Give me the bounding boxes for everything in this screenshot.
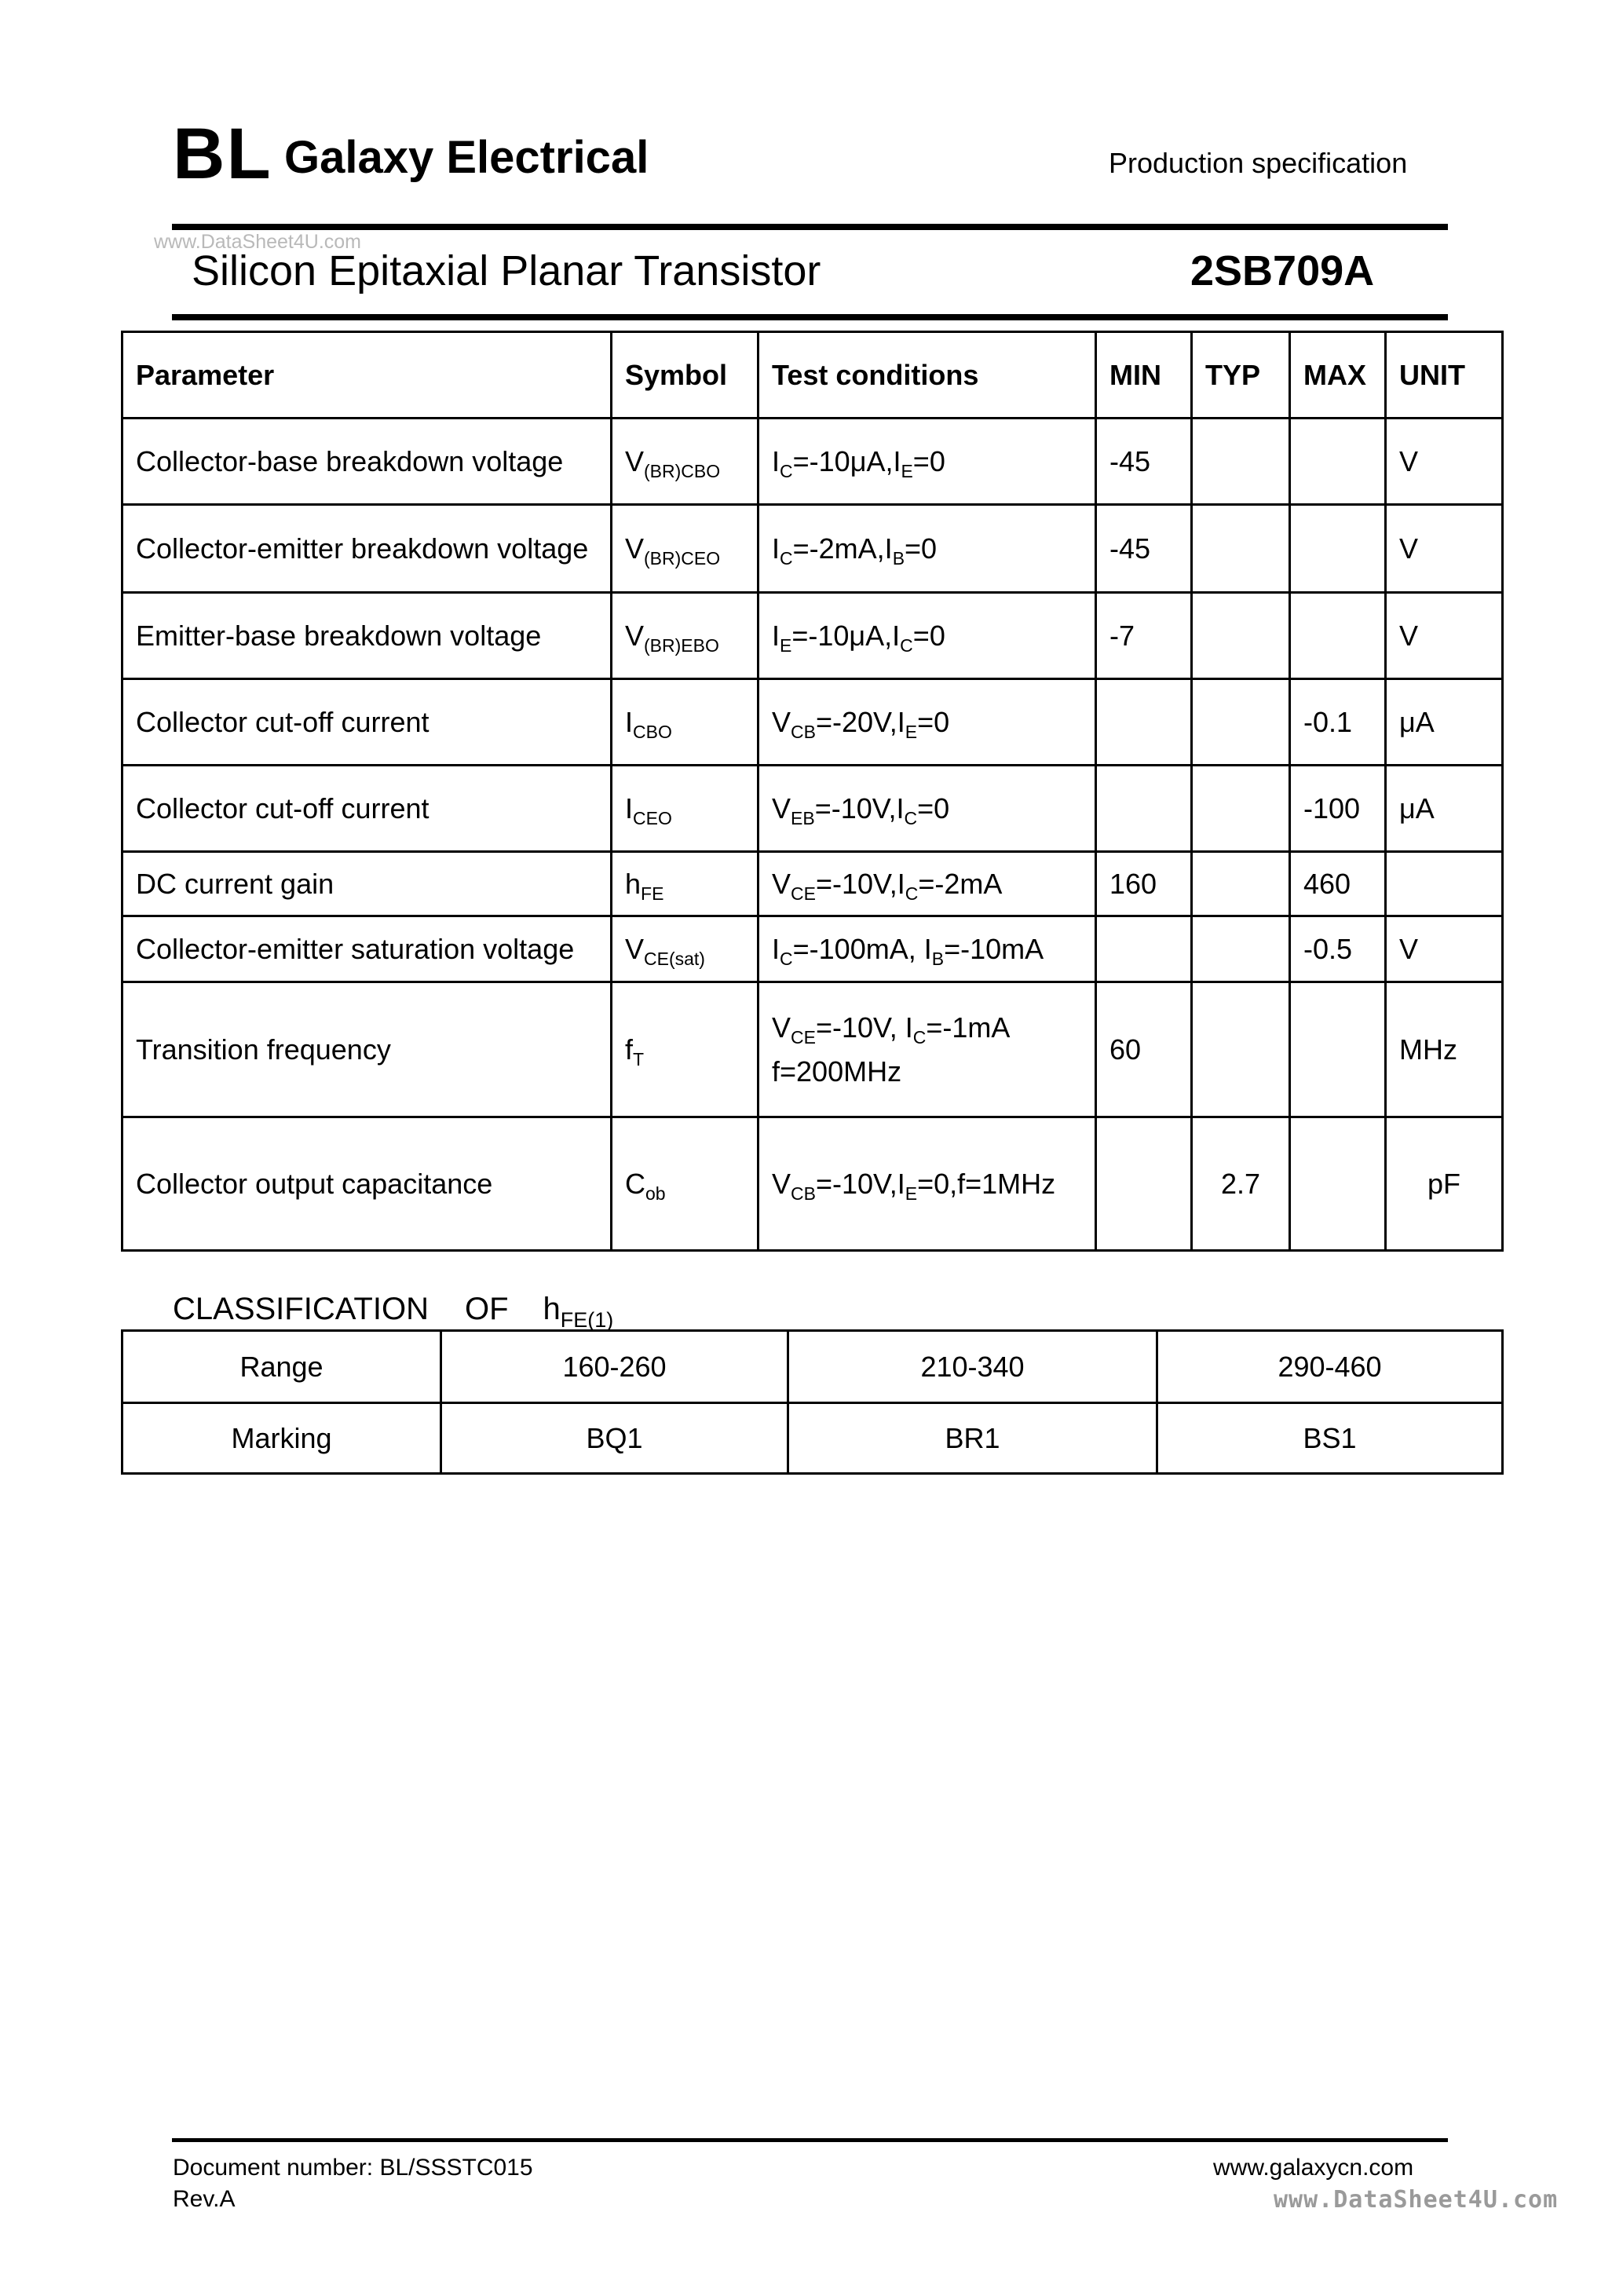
cell-typ: [1192, 916, 1290, 982]
watermark-top: www.DataSheet4U.com: [154, 231, 362, 253]
header-rule-top: [172, 224, 1448, 230]
cell-max: 460: [1290, 852, 1386, 916]
cell-unit: pF: [1386, 1117, 1503, 1251]
page-title: Silicon Epitaxial Planar Transistor: [192, 247, 821, 294]
table-row: [122, 505, 1503, 593]
table-row: [122, 1117, 1503, 1251]
cell-symbol: $V_{(BR)EBO}$: [612, 593, 758, 679]
table-row: [122, 593, 1503, 679]
cell-parameter: Collector-emitter saturation voltage: [122, 916, 612, 982]
cell-conditions: $I_C=-100mA$, $I_B=-10mA$: [758, 916, 1096, 982]
characteristics-table: [121, 331, 1504, 1252]
cell-max: -100: [1290, 766, 1386, 852]
cell-max: [1290, 982, 1386, 1117]
cell-symbol: $f_T$: [612, 982, 758, 1117]
cell-max: [1290, 419, 1386, 505]
cell-min: -7: [1096, 593, 1192, 679]
classification-label: CLASSIFICATION: [173, 1292, 429, 1326]
cell-min: [1096, 916, 1192, 982]
marking-value: BQ1: [441, 1403, 788, 1474]
cell-min: 60: [1096, 982, 1192, 1117]
spec-label: Production specification: [1109, 147, 1408, 179]
cell-typ: [1192, 679, 1290, 766]
cell-unit: V: [1386, 916, 1503, 982]
brand-name: Galaxy Electrical: [284, 132, 649, 183]
cell-typ: [1192, 505, 1290, 593]
marking-label: Marking: [122, 1403, 441, 1474]
cell-symbol: $I_{CBO}$: [612, 679, 758, 766]
range-value: 290-460: [1157, 1331, 1503, 1403]
revision: Rev.A: [173, 2186, 236, 2212]
cell-min: [1096, 1117, 1192, 1251]
table-row: [122, 419, 1503, 505]
cell-conditions: $V_{CB}=-20V,I_E=0$: [758, 679, 1096, 766]
cell-max: [1290, 505, 1386, 593]
header-symbol: Symbol: [612, 332, 758, 419]
cell-min: 160: [1096, 852, 1192, 916]
cell-parameter: Collector-base breakdown voltage: [122, 419, 612, 505]
table-row: [122, 679, 1503, 766]
range-value: 210-340: [788, 1331, 1157, 1403]
table-row: [122, 916, 1503, 982]
cell-unit: [1386, 852, 1503, 916]
cell-unit: MHz: [1386, 982, 1503, 1117]
cell-min: [1096, 766, 1192, 852]
cell-conditions: $I_C=-10\mu A,I_E=0$: [758, 419, 1096, 505]
classification-table: [121, 1329, 1504, 1475]
cell-conditions: $V_{EB}=-10V,I_C=0$: [758, 766, 1096, 852]
cell-parameter: Transition frequency: [122, 982, 612, 1117]
classification-of: OF: [464, 1292, 509, 1326]
cell-parameter: Collector cut-off current: [122, 766, 612, 852]
cell-parameter: Collector-emitter breakdown voltage: [122, 505, 612, 593]
cell-max: [1290, 1117, 1386, 1251]
header-unit: UNIT: [1386, 332, 1503, 419]
cell-typ: [1192, 766, 1290, 852]
cell-unit: μA: [1386, 679, 1503, 766]
classification-symbol: $h_{FE(1)}$: [543, 1292, 614, 1332]
cell-symbol: $h_{FE}$: [612, 852, 758, 916]
cell-conditions: $V_{CB}=-10V,I_E=0,f=1MHz$: [758, 1117, 1096, 1251]
cell-typ: [1192, 419, 1290, 505]
cell-typ: 2.7: [1192, 1117, 1290, 1251]
cell-typ: [1192, 593, 1290, 679]
cell-conditions: $V_{CE}=-10V$, $I_C=-1mA$ f=200MHz: [758, 982, 1096, 1117]
cell-max: -0.5: [1290, 916, 1386, 982]
cell-typ: [1192, 852, 1290, 916]
header-min: MIN: [1096, 332, 1192, 419]
cell-min: -45: [1096, 505, 1192, 593]
range-value: 160-260: [441, 1331, 788, 1403]
marking-value: BR1: [788, 1403, 1157, 1474]
header-parameter: Parameter: [122, 332, 612, 419]
cell-parameter: Emitter-base breakdown voltage: [122, 593, 612, 679]
table-header-row: [122, 332, 1503, 419]
table-row: [122, 1403, 1503, 1474]
cell-min: [1096, 679, 1192, 766]
table-row: [122, 1331, 1503, 1403]
header-conditions: Test conditions: [758, 332, 1096, 419]
cell-typ: [1192, 982, 1290, 1117]
cell-min: -45: [1096, 419, 1192, 505]
header-typ: TYP: [1192, 332, 1290, 419]
watermark-bottom: www.DataSheet4U.com: [1274, 2186, 1559, 2214]
cell-conditions: $I_C=-2mA,I_B=0$: [758, 505, 1096, 593]
cell-unit: μA: [1386, 766, 1503, 852]
classification-title: [173, 1292, 614, 1332]
cell-conditions: $I_E=-10\mu A,I_C=0$: [758, 593, 1096, 679]
cell-unit: V: [1386, 593, 1503, 679]
cell-symbol: $V_{(BR)CEO}$: [612, 505, 758, 593]
cell-max: -0.1: [1290, 679, 1386, 766]
cell-parameter: Collector cut-off current: [122, 679, 612, 766]
table-row: [122, 852, 1503, 916]
part-number: 2SB709A: [1190, 247, 1375, 294]
cell-symbol: $V_{CE(sat)}$: [612, 916, 758, 982]
cell-symbol: $C_{ob}$: [612, 1117, 758, 1251]
range-label: Range: [122, 1331, 441, 1403]
cell-max: [1290, 593, 1386, 679]
table-row: [122, 766, 1503, 852]
cell-parameter: Collector output capacitance: [122, 1117, 612, 1251]
table-row: [122, 982, 1503, 1117]
header-rule-bottom: [172, 314, 1448, 320]
document-number: Document number: BL/SSSTC015: [173, 2155, 533, 2181]
cell-parameter: DC current gain: [122, 852, 612, 916]
marking-value: BS1: [1157, 1403, 1503, 1474]
header-max: MAX: [1290, 332, 1386, 419]
cell-symbol: $V_{(BR)CBO}$: [612, 419, 758, 505]
website-link[interactable]: www.galaxycn.com: [1213, 2155, 1414, 2181]
cell-symbol: $I_{CEO}$: [612, 766, 758, 852]
cell-unit: V: [1386, 419, 1503, 505]
cell-conditions: $V_{CE}=-10V,I_C=-2mA$: [758, 852, 1096, 916]
footer-rule: [172, 2138, 1448, 2142]
brand-logo-bl: BL: [173, 114, 272, 194]
cell-unit: V: [1386, 505, 1503, 593]
